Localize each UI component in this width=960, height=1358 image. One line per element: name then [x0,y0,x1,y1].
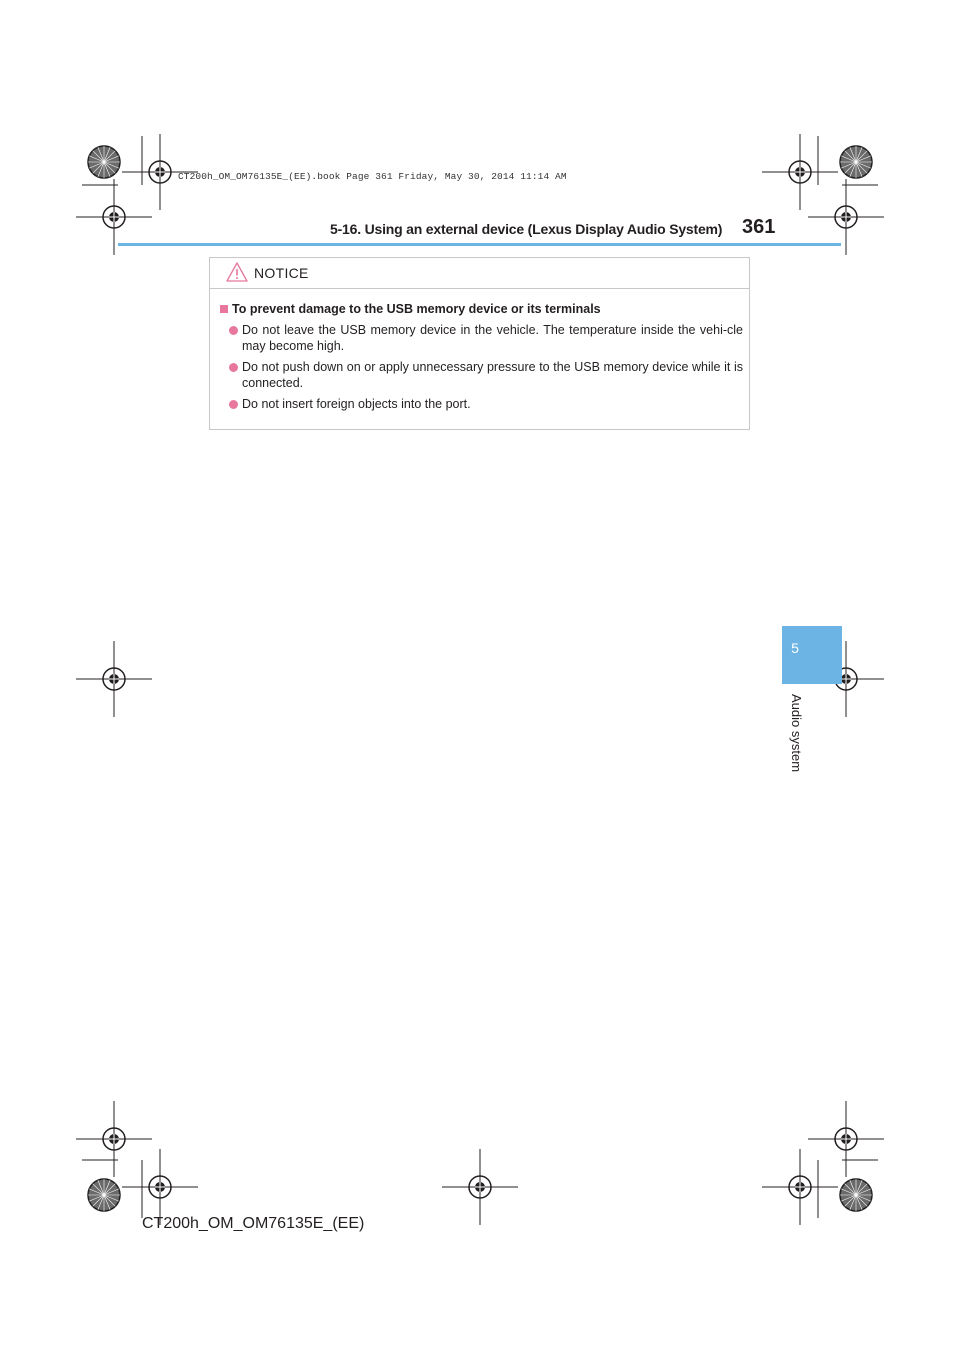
notice-label: NOTICE [254,265,309,281]
notice-subheading [220,301,743,317]
notice-body [220,301,743,417]
bullet-dot-icon [229,400,238,409]
section-title: 5-16. Using an external device (Lexus Display Audio System) [330,221,723,237]
notice-subheading-text: To prevent damage to the USB memory device or its terminals [232,302,601,316]
notice-header [210,258,749,289]
warning-triangle-icon [226,262,248,282]
chapter-number: 5 [791,640,799,656]
list-item-text: Do not insert foreign objects into the port. [242,397,471,411]
bullet-dot-icon [229,326,238,335]
notice-box [209,257,750,430]
list-item [220,322,743,354]
bullet-dot-icon [229,363,238,372]
list-item-text: Do not push down on or apply unnecessary pressure to the USB memory device while it is connected. [242,360,743,390]
chapter-label: Audio system [789,694,804,773]
header-rule [118,243,841,246]
page-number: 361 [742,216,776,238]
list-item [220,359,743,391]
square-bullet-icon [220,305,228,313]
list-item [220,396,743,412]
list-item-text: Do not leave the USB memory device in the vehicle. The temperature inside the vehi-cle may become high. [242,323,743,353]
footer-doc-code: CT200h_OM_OM76135E_(EE) [142,1215,365,1232]
print-stamp: CT200h_OM_OM76135E_(EE).book Page 361 Friday, May 30, 2014 11:14 AM [178,171,567,182]
